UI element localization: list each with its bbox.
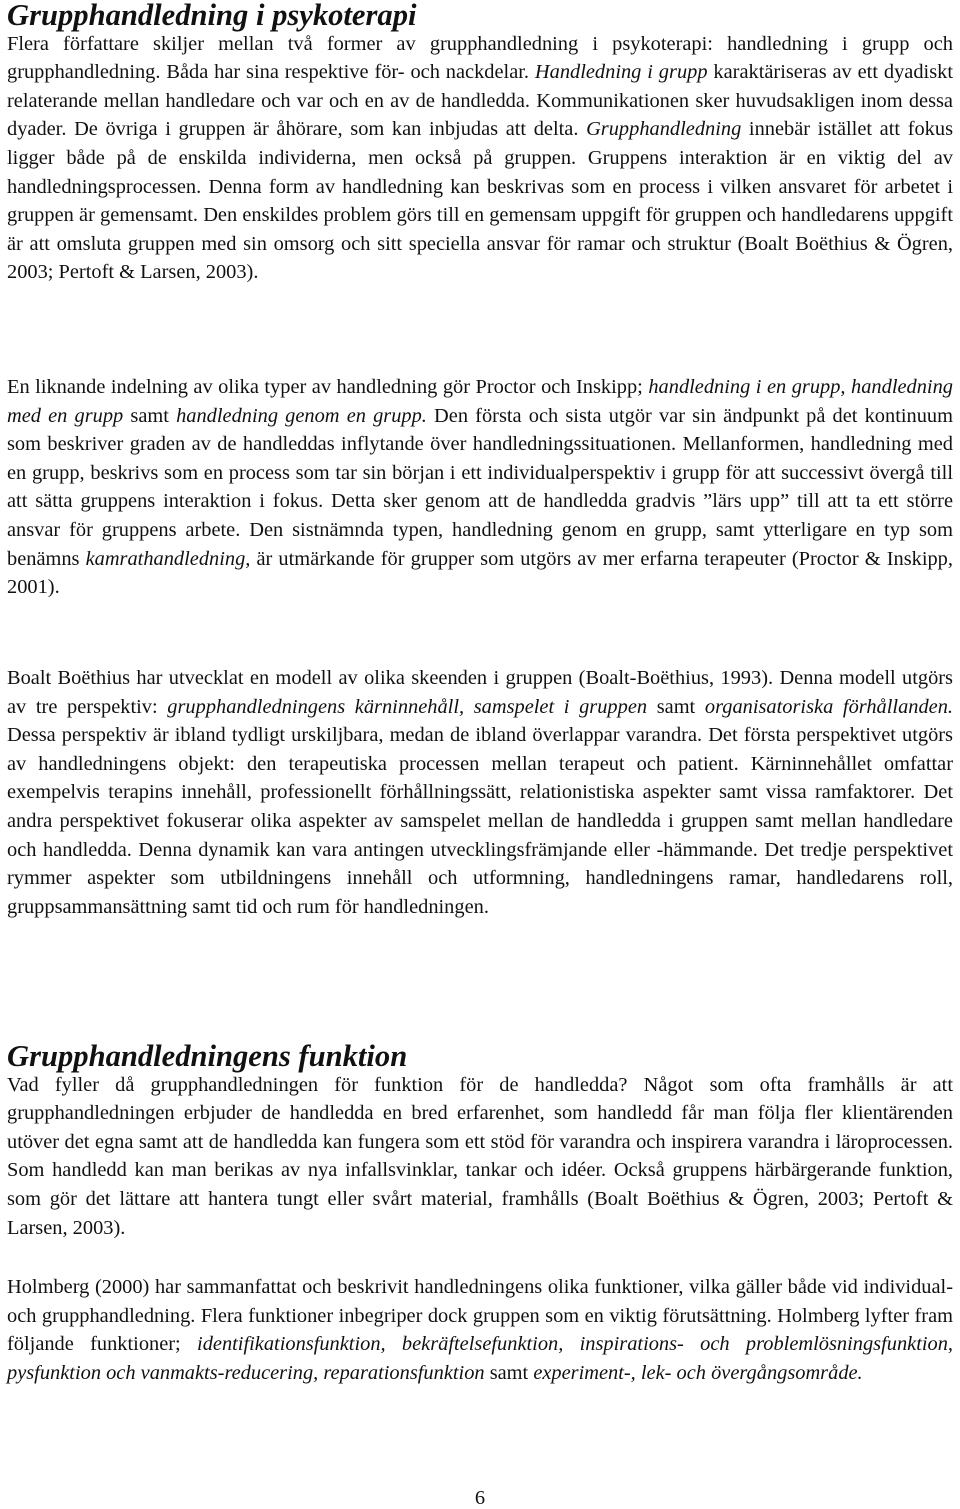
- italic-run: identifikationsfunktion, bekräftelsefunktion, inspirations- och problemlösningsfunktion, pysfunktion och vanmakts-reducering, reparationsfunktion: [7, 1333, 954, 1384]
- section-heading: Grupphandledningens funktion: [7, 1039, 408, 1073]
- italic-run: kamrathandledning,: [85, 547, 251, 570]
- text-run: karaktäriseras av ett dyadiskt relaterande mellan handledare och var och en av de handledda. Kommunikationen sker huvudsakligen inom dessa dyader. De övriga i gruppen är åhörare, som kan inbjudas att delta.: [7, 61, 953, 141]
- page-number: 6: [474, 1487, 486, 1509]
- italic-run: handledning i en grupp, handledning med en grupp: [7, 376, 953, 427]
- text-run: samt: [484, 1361, 534, 1384]
- text-run: innebär istället att fokus ligger både på de enskilda individerna, men också på gruppen. Gruppens interaktion är en viktig del av handledningsprocessen. Denna form av handledning kan beskrivas som en process i vilken ansvaret för arbetet i gruppen är gemensamt. Den enskildes problem görs till en gemensam uppgift för gruppen och handledarens uppgift är att omsluta gruppen med sin omsorg och sitt speciella ansvar för ramar och struktur (Boalt Boëthius & Ögren, 2003; Pertoft & Larsen, 2003).: [7, 118, 954, 284]
- section-grupphandledning-psykoterapi: [7, 1, 953, 287]
- section-grupphandledningens-funktion: [7, 1039, 953, 1242]
- text-run: En liknande indelning av olika typer av handledning gör Proctor och Inskipp;: [7, 376, 649, 398]
- italic-run: handledning genom en grupp.: [176, 404, 427, 427]
- paragraph: [7, 30, 953, 287]
- paragraph-holmberg: [7, 1273, 953, 1387]
- italic-run: grupphandledningens kärninnehåll, samspelet i gruppen: [167, 695, 648, 718]
- italic-run: experiment-, lek- och övergångsområde.: [533, 1361, 863, 1384]
- paragraph-indelning: [7, 373, 953, 602]
- text-run: samt: [647, 695, 705, 718]
- paragraph: [7, 1071, 953, 1243]
- paragraph: [7, 1273, 953, 1387]
- paragraph: [7, 373, 953, 602]
- text-run: samt: [123, 404, 177, 427]
- text-run: Holmberg (2000) har sammanfattat och beskrivit handledningens olika funktioner, vilka gäller både vid individual- och grupphandledning. Flera funktioner inbegriper dock gruppen som en viktig förutsättning. Holmberg lyfter fram följande funktioner;: [7, 1276, 953, 1356]
- text-run: Den första och sista utgör var sin ändpunkt på det kontinuum som beskriver graden av de handleddas inflytande över handledningssituationen. Mellanformen, handledning med en grupp, beskrivs som en process som tar sin början i ett individualperspektiv i grupp för att successivt övergå till att sätta gruppens interaktion i fokus. Detta sker genom att de handledda gradvis ”lärs upp” till att ta ett större ansvar för gruppens arbete. Den sistnämnda typen, handledning genom en grupp, samt ytterligare en typ som benämns: [7, 404, 953, 570]
- italic-run: Handledning i grupp: [534, 61, 708, 84]
- section-heading: Grupphandledning i psykoterapi: [7, 0, 417, 32]
- text-run: Boalt Boëthius har utvecklat en modell av olika skeenden i gruppen (Boalt-Boëthius, 1993). Denna modell utgörs av tre perspektiv:: [7, 667, 953, 718]
- paragraph: [7, 664, 953, 921]
- text-run: Vad fyller då grupphandledningen för funktion för de handledda? Något som ofta framhålls är att grupphandledningen erbjuder de handledda en bred erfarenhet, som handledd får man följa fler klientärenden utöver det egna samt att de handledda kan fungera som ett stöd för varandra och inspirera varandra i läroprocessen. Som handledd kan man berikas av nya infallsvinklar, tankar och idéer. Också gruppens härbärgerande funktion, som gör det lättare att hantera tungt eller svårt material, framhålls (Boalt Boëthius & Ögren, 2003; Pertoft & Larsen, 2003).: [7, 1073, 953, 1239]
- text-run: är utmärkande för grupper som utgörs av mer erfarna terapeuter (Proctor & Inskipp, 2001).: [7, 547, 953, 599]
- document-page: [7, 0, 954, 1509]
- italic-run: organisatoriska förhållanden.: [704, 695, 953, 718]
- italic-run: Grupphandledning: [586, 118, 742, 141]
- paragraph-boalt: [7, 664, 953, 921]
- text-run: Dessa perspektiv är ibland tydligt urskiljbara, medan de ibland överlappar varandra. Det första perspektivet utgörs av handledningens objekt: den terapeutiska processen mellan terapeut och patient. Kärninnehållet omfattar exempelvis terapins innehåll, professionellt förhållningssätt, relationistiska aspekter samt vissa ramfaktorer. Det andra perspektivet fokuserar olika aspekter av samspelet mellan de handledda i gruppen samt mellan handledare och handledda. Denna dynamik kan vara antingen utvecklingsfrämjande eller -hämmande. Det tredje perspektivet rymmer aspekter som utbildningens innehåll och utformning, handledningens ramar, handledarens roll, gruppsammansättning samt tid och rum för handledningen.: [7, 724, 953, 918]
- text-run: Flera författare skiljer mellan två former av grupphandledning i psykoterapi: handledning i grupp och grupphandledning. Båda har sina respektive för- och nackdelar.: [7, 32, 953, 84]
